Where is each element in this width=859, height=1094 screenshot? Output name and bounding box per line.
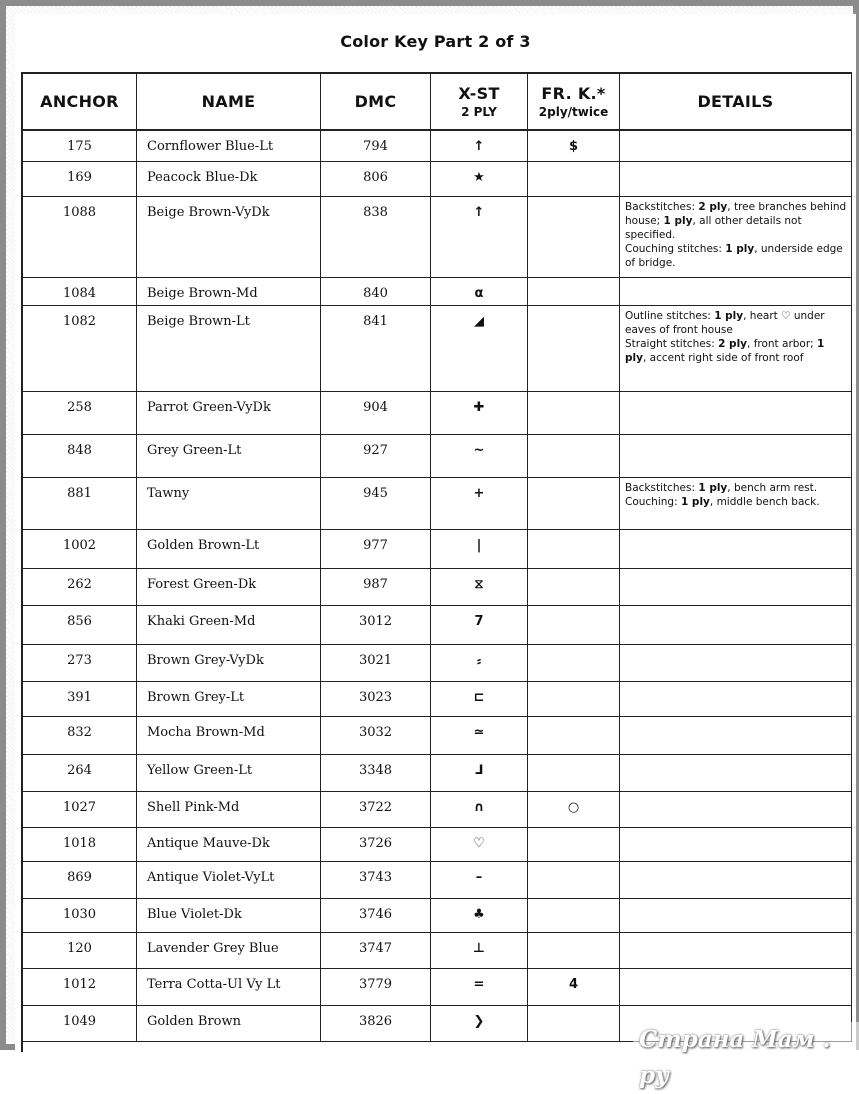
dmc-cell: 945 [321, 478, 431, 530]
french-knot-symbol [528, 1006, 620, 1042]
anchor-cell: 1030 [23, 899, 137, 933]
details-text: , underside edge of bridge. [625, 243, 843, 269]
details-cell [620, 606, 852, 645]
anchor-cell: 1012 [23, 969, 137, 1006]
header-anchor-label: ANCHOR [40, 92, 119, 111]
cross-stitch-symbol: + [431, 478, 528, 530]
french-knot-symbol [528, 828, 620, 862]
name-cell: Khaki Green-Md [137, 606, 321, 645]
anchor-cell: 1018 [23, 828, 137, 862]
details-cell [620, 933, 852, 969]
details-cell [620, 197, 852, 278]
details-line [625, 482, 817, 494]
details-cell [620, 645, 852, 682]
header-xst-sublabel: 2 PLY [461, 105, 497, 119]
header-frk-label: FR. K.* [541, 84, 606, 103]
details-cell [620, 899, 852, 933]
french-knot-symbol [528, 682, 620, 717]
anchor-cell: 120 [23, 933, 137, 969]
name-cell: Antique Mauve-Dk [137, 828, 321, 862]
details-line [625, 243, 843, 269]
header-xst-label: X-ST [458, 84, 500, 103]
ply-count: 1 ply [714, 310, 744, 322]
ply-count: 1 ply [680, 496, 710, 508]
details-label: Straight stitches: [625, 338, 715, 350]
cross-stitch-symbol: ⧖ [431, 569, 528, 606]
cross-stitch-symbol: ★ [431, 162, 528, 197]
french-knot-symbol [528, 306, 620, 392]
name-cell: Beige Brown-VyDk [137, 197, 321, 278]
dmc-cell: 3743 [321, 862, 431, 899]
header-details [620, 74, 852, 131]
details-cell [620, 969, 852, 1006]
dmc-cell: 977 [321, 530, 431, 569]
anchor-cell: 856 [23, 606, 137, 645]
french-knot-symbol [528, 755, 620, 792]
name-cell: Beige Brown-Lt [137, 306, 321, 392]
anchor-cell: 1049 [23, 1006, 137, 1042]
name-cell: Beige Brown-Md [137, 278, 321, 306]
details-line [625, 496, 820, 508]
cross-stitch-symbol: – [431, 862, 528, 899]
dmc-cell: 794 [321, 131, 431, 162]
cross-stitch-symbol: ❯ [431, 1006, 528, 1042]
french-knot-symbol [528, 478, 620, 530]
cross-stitch-symbol: ↑ [431, 197, 528, 278]
name-cell: Parrot Green-VyDk [137, 392, 321, 435]
french-knot-symbol [528, 162, 620, 197]
dmc-cell: 987 [321, 569, 431, 606]
french-knot-symbol: 4 [528, 969, 620, 1006]
french-knot-symbol [528, 606, 620, 645]
header-xst [431, 74, 528, 131]
dmc-cell: 838 [321, 197, 431, 278]
details-text: , front arbor; [747, 338, 818, 350]
details-line [625, 338, 824, 364]
header-name-label: NAME [201, 92, 256, 111]
name-cell: Mocha Brown-Md [137, 717, 321, 755]
details-label: Backstitches: [625, 201, 696, 213]
dmc-cell: 3747 [321, 933, 431, 969]
details-cell [620, 131, 852, 162]
details-text: , middle bench back. [709, 496, 820, 508]
dmc-cell: 806 [321, 162, 431, 197]
dmc-cell: 3021 [321, 645, 431, 682]
cross-stitch-symbol: | [431, 530, 528, 569]
anchor-cell: 258 [23, 392, 137, 435]
page-content [15, 14, 856, 1089]
details-text: , tree branches behind house; [625, 201, 847, 227]
details-cell [620, 569, 852, 606]
details-cell [620, 792, 852, 828]
details-label: Couching stitches: [625, 243, 722, 255]
header-name [137, 74, 321, 131]
anchor-cell: 391 [23, 682, 137, 717]
french-knot-symbol [528, 278, 620, 306]
cross-stitch-symbol: ♡ [431, 828, 528, 862]
name-cell: Shell Pink-Md [137, 792, 321, 828]
details-cell [620, 478, 852, 530]
details-cell [620, 162, 852, 197]
anchor-cell: 264 [23, 755, 137, 792]
name-cell: Golden Brown [137, 1006, 321, 1042]
name-cell: Cornflower Blue-Lt [137, 131, 321, 162]
french-knot-symbol [528, 717, 620, 755]
name-cell: Antique Violet-VyLt [137, 862, 321, 899]
dmc-cell: 927 [321, 435, 431, 478]
details-cell [620, 392, 852, 435]
cross-stitch-symbol: ↑ [431, 131, 528, 162]
cross-stitch-symbol: ⊏ [431, 682, 528, 717]
details-cell [620, 278, 852, 306]
details-cell [620, 435, 852, 478]
ply-count: 1 ply [663, 215, 693, 227]
ply-count: 1 ply [725, 243, 755, 255]
cross-stitch-symbol: = [431, 969, 528, 1006]
details-cell [620, 682, 852, 717]
details-cell [620, 828, 852, 862]
header-details-label: DETAILS [697, 92, 774, 111]
dmc-cell: 841 [321, 306, 431, 392]
details-text: , accent right side of front roof [642, 352, 804, 364]
anchor-cell: 169 [23, 162, 137, 197]
dmc-cell: 3746 [321, 899, 431, 933]
name-cell: Brown Grey-Lt [137, 682, 321, 717]
dmc-cell: 3826 [321, 1006, 431, 1042]
header-frk [528, 74, 620, 131]
cross-stitch-symbol: ◢ [431, 306, 528, 392]
french-knot-symbol [528, 862, 620, 899]
french-knot-symbol [528, 645, 620, 682]
name-cell: Terra Cotta-Ul Vy Lt [137, 969, 321, 1006]
dmc-cell: 3779 [321, 969, 431, 1006]
anchor-cell: 848 [23, 435, 137, 478]
french-knot-symbol [528, 197, 620, 278]
anchor-cell: 1027 [23, 792, 137, 828]
cross-stitch-symbol: ∩ [431, 792, 528, 828]
anchor-cell: 262 [23, 569, 137, 606]
french-knot-symbol: ○ [528, 792, 620, 828]
cross-stitch-symbol: ⊥ [431, 933, 528, 969]
anchor-cell: 1002 [23, 530, 137, 569]
dmc-cell: 3722 [321, 792, 431, 828]
header-dmc [321, 74, 431, 131]
name-cell: Tawny [137, 478, 321, 530]
name-cell: Yellow Green-Lt [137, 755, 321, 792]
details-text: , bench arm rest. [727, 482, 818, 494]
french-knot-symbol [528, 899, 620, 933]
header-dmc-label: DMC [354, 92, 397, 111]
anchor-cell: 881 [23, 478, 137, 530]
cross-stitch-symbol: ~ [431, 435, 528, 478]
ply-count: 1 ply [698, 482, 728, 494]
cross-stitch-symbol: ♣ [431, 899, 528, 933]
details-line [625, 310, 825, 336]
name-cell: Brown Grey-VyDk [137, 645, 321, 682]
cross-stitch-symbol: ≃ [431, 717, 528, 755]
details-line [625, 201, 846, 241]
anchor-cell: 273 [23, 645, 137, 682]
anchor-cell: 1084 [23, 278, 137, 306]
details-label: Couching: [625, 496, 678, 508]
details-label: Backstitches: [625, 482, 696, 494]
details-cell [620, 862, 852, 899]
dmc-cell: 3012 [321, 606, 431, 645]
french-knot-symbol [528, 530, 620, 569]
details-text: , all other details not specified. [625, 215, 802, 241]
details-text: , heart ♡ under eaves of front house [625, 310, 825, 336]
ply-count: 2 ply [698, 201, 728, 213]
name-cell: Grey Green-Lt [137, 435, 321, 478]
name-cell: Golden Brown-Lt [137, 530, 321, 569]
anchor-cell: 869 [23, 862, 137, 899]
ply-count: 1 ply [625, 338, 825, 364]
anchor-cell: 832 [23, 717, 137, 755]
dmc-cell: 3348 [321, 755, 431, 792]
dmc-cell: 840 [321, 278, 431, 306]
french-knot-symbol [528, 392, 620, 435]
anchor-cell: 175 [23, 131, 137, 162]
details-label: Outline stitches: [625, 310, 711, 322]
details-cell [620, 530, 852, 569]
header-frk-sublabel: 2ply/twice [538, 105, 609, 119]
page-title: Color Key Part 2 of 3 [340, 32, 531, 51]
cross-stitch-symbol: ⸗ [431, 645, 528, 682]
dmc-cell: 3023 [321, 682, 431, 717]
dmc-cell: 904 [321, 392, 431, 435]
french-knot-symbol [528, 933, 620, 969]
cross-stitch-symbol: 7 [431, 606, 528, 645]
cross-stitch-symbol: α [431, 278, 528, 306]
dmc-cell: 3726 [321, 828, 431, 862]
anchor-cell: 1082 [23, 306, 137, 392]
anchor-cell: 1088 [23, 197, 137, 278]
french-knot-symbol [528, 569, 620, 606]
french-knot-symbol: $ [528, 131, 620, 162]
site-watermark: Страна Мам . ру [633, 1022, 859, 1058]
french-knot-symbol [528, 435, 620, 478]
dmc-cell: 3032 [321, 717, 431, 755]
name-cell: Peacock Blue-Dk [137, 162, 321, 197]
color-key-table [21, 72, 852, 1052]
cross-stitch-symbol: ✚ [431, 392, 528, 435]
details-cell [620, 306, 852, 392]
details-cell [620, 755, 852, 792]
name-cell: Lavender Grey Blue [137, 933, 321, 969]
details-cell [620, 717, 852, 755]
cross-stitch-symbol: ⅃ [431, 755, 528, 792]
name-cell: Forest Green-Dk [137, 569, 321, 606]
header-anchor [23, 74, 137, 131]
ply-count: 2 ply [718, 338, 748, 350]
name-cell: Blue Violet-Dk [137, 899, 321, 933]
